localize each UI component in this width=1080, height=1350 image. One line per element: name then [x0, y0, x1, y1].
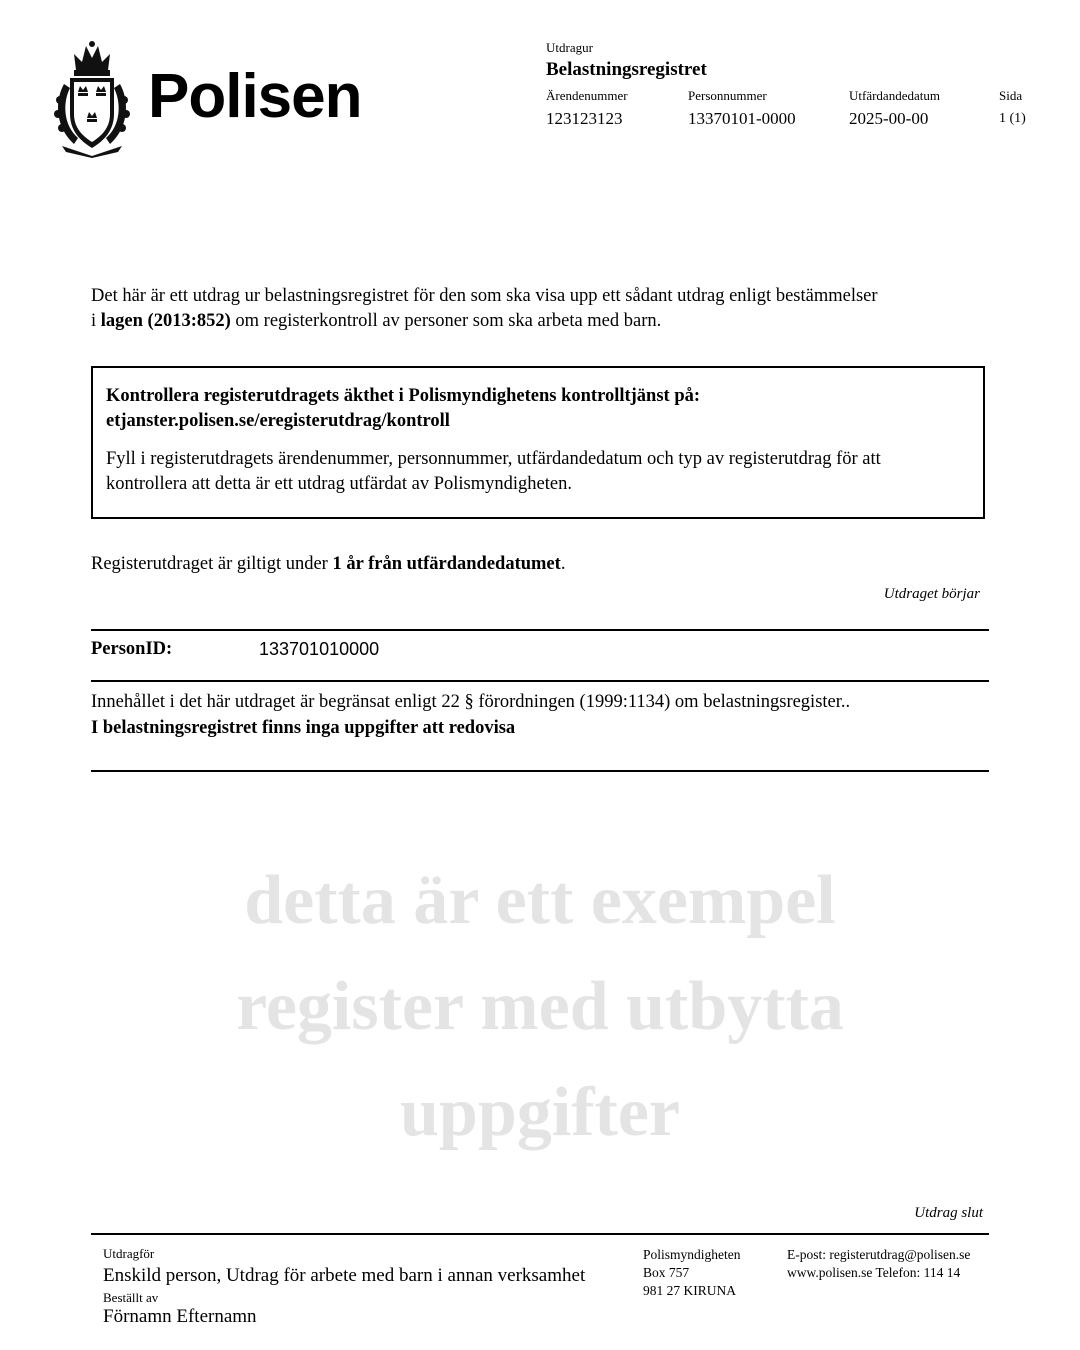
divider-top — [91, 629, 989, 631]
header-field-page — [999, 88, 1026, 130]
person-id-label: PersonID: — [91, 639, 173, 659]
case-number-label: Ärendenummer — [546, 88, 628, 103]
extract-ends-marker: Utdrag slut — [914, 1205, 983, 1221]
extract-for-value: Enskild person, Utdrag för arbete med barn i annan verksamhet — [103, 1265, 586, 1286]
header-field-issue-date — [849, 88, 940, 130]
verification-url[interactable]: etjanster.polisen.se/eregisterutdrag/kontroll — [106, 411, 450, 431]
validity-statement — [91, 552, 565, 577]
verification-body-line-2: kontrollera att detta är ett utdrag utfärdat av Polismyndigheten. — [106, 474, 572, 494]
validity-period: 1 år från utfärdandedatumet — [332, 554, 561, 574]
header-field-personal-number — [688, 88, 796, 130]
page-value: 1 (1) — [999, 111, 1026, 126]
extract-for-label: Utdragför — [103, 1246, 155, 1261]
intro-suffix: om registerkontroll av personer som ska arbeta med barn. — [230, 311, 662, 331]
sample-watermark — [0, 848, 1080, 1166]
watermark-line-2: register med utbytta — [236, 968, 844, 1045]
intro-line-1: Det här är ett utdrag ur belastningsregistret för den som ska visa upp ett sådant utdrag enligt bestämmelser — [91, 286, 878, 306]
divider-middle — [91, 680, 989, 682]
watermark-line-1: detta är ett exempel — [244, 862, 836, 939]
personal-number-label: Personnummer — [688, 88, 767, 103]
verification-box — [91, 366, 985, 519]
verification-instructions — [106, 447, 969, 497]
validity-prefix: Registerutdraget är giltigt under — [91, 554, 333, 574]
issue-date-value: 2025-00-00 — [849, 109, 929, 128]
issue-date-label: Utfärdandedatum — [849, 88, 940, 103]
polisen-logo — [52, 40, 362, 160]
ordered-by-label: Beställt av — [103, 1290, 159, 1305]
intro-prefix: i — [91, 311, 101, 331]
extract-begins-marker: Utdraget börjar — [883, 586, 980, 602]
contact-email[interactable]: E-post: registerutdrag@polisen.se — [787, 1247, 971, 1262]
register-content — [91, 689, 991, 741]
verification-body-line-1: Fyll i registerutdragets ärendenummer, personnummer, utfärdandedatum och typ av registerutdrag för att — [106, 449, 881, 469]
watermark-line-3: uppgifter — [400, 1074, 680, 1151]
contact-web-phone[interactable]: www.polisen.se Telefon: 114 14 — [787, 1265, 961, 1280]
document-header — [546, 40, 1046, 132]
footer-divider — [91, 1233, 989, 1235]
doc-type-label: Utdragur — [546, 40, 593, 55]
logo-wordmark: Polisen — [148, 62, 362, 131]
header-field-case-number — [546, 88, 628, 130]
police-crest-icon — [52, 40, 132, 158]
page-label: Sida — [999, 88, 1023, 103]
divider-bottom — [91, 770, 989, 772]
org-box: Box 757 — [643, 1265, 690, 1280]
ordered-by-value: Förnamn Efternamn — [103, 1306, 257, 1327]
intro-paragraph — [91, 284, 991, 334]
person-id-value: 133701010000 — [259, 639, 380, 659]
intro-line-2 — [91, 309, 991, 334]
law-reference: lagen (2013:852) — [100, 311, 231, 331]
verification-heading: Kontrollera registerutdragets äkthet i Polismyndighetens kontrolltjänst på: — [106, 386, 701, 406]
case-number-value: 123123123 — [546, 109, 623, 128]
content-restriction-note: Innehållet i det här utdraget är begränsat enligt 22 § förordningen (1999:1134) om belastningsregister.. — [91, 692, 851, 712]
org-city: 981 27 KIRUNA — [643, 1283, 736, 1298]
content-result: I belastningsregistret finns inga uppgifter att redovisa — [91, 718, 516, 738]
validity-suffix: . — [560, 554, 566, 574]
personal-number-value: 13370101-0000 — [688, 109, 796, 128]
org-name: Polismyndigheten — [643, 1247, 741, 1262]
doc-title: Belastningsregistret — [546, 59, 707, 80]
